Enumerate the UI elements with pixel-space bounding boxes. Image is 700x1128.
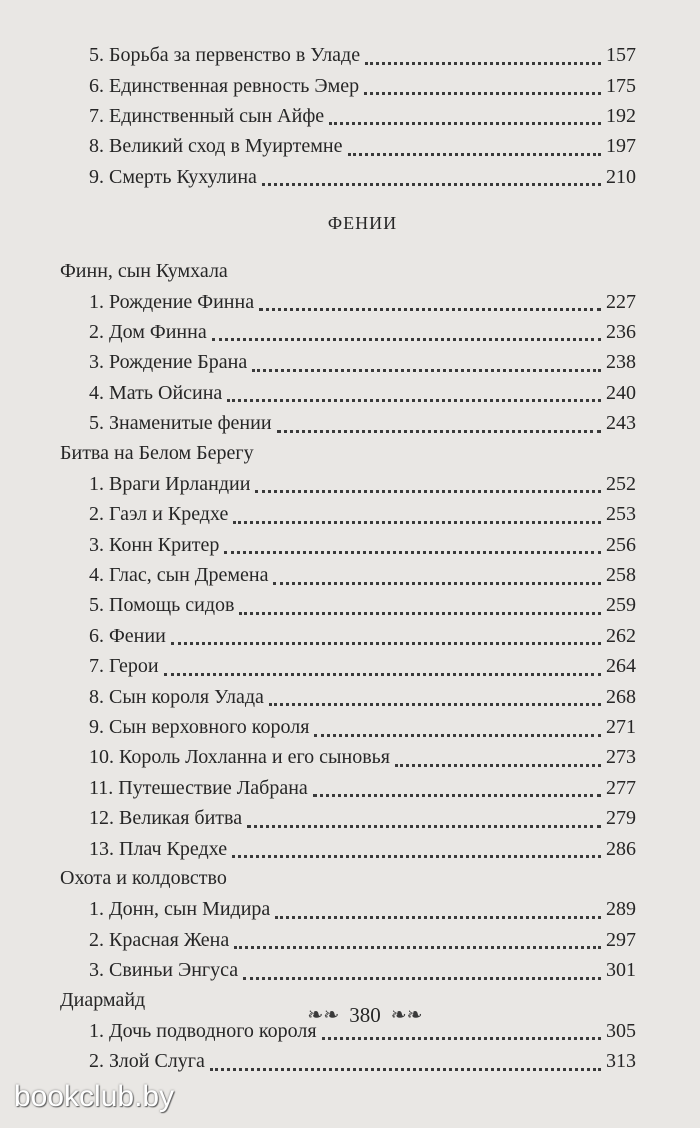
- toc-entry-title: 7. Герои: [89, 655, 159, 678]
- dot-leader: [395, 744, 601, 767]
- toc-entry: [60, 131, 636, 161]
- dot-leader: [233, 501, 601, 524]
- toc-entry-page: 286: [606, 837, 636, 860]
- toc-entry-title: 6. Фении: [89, 624, 166, 647]
- toc-entry-page: 262: [606, 624, 636, 647]
- toc-entry-title: 1. Дочь подводного короля: [89, 1019, 317, 1042]
- toc-entry-page: 243: [606, 412, 636, 435]
- dot-leader: [364, 72, 601, 95]
- dot-leader: [314, 714, 601, 737]
- group-title: Финн, сын Кумхала: [60, 259, 228, 282]
- dot-leader: [365, 42, 601, 65]
- toc-entry-page: 252: [606, 472, 636, 495]
- group-title: Охота и колдовство: [60, 867, 227, 890]
- toc-entry-page: 289: [606, 898, 636, 921]
- dot-leader: [269, 683, 601, 706]
- toc-entry: [60, 70, 636, 100]
- toc-entry-title: 5. Знаменитые фении: [89, 412, 272, 435]
- toc-entry: [60, 529, 636, 559]
- dot-leader: [255, 470, 601, 493]
- dot-leader: [243, 957, 601, 980]
- page-folio: [290, 1000, 440, 1030]
- toc-entry-title: 1. Донн, сын Мидира: [89, 898, 271, 921]
- page-number: 380: [349, 1002, 381, 1027]
- toc-entry: [60, 651, 636, 681]
- toc-entry-title: 3. Свиньи Энгуса: [89, 959, 239, 982]
- toc-entry-title: 1. Рождение Финна: [89, 290, 255, 313]
- toc-entry-page: 256: [606, 533, 636, 556]
- toc-entry-page: 277: [606, 776, 636, 799]
- toc-entry-page: 313: [606, 1050, 636, 1073]
- toc-entry: [60, 833, 636, 863]
- toc-entry: [60, 894, 636, 924]
- group-title: Битва на Белом Берегу: [60, 441, 254, 464]
- dot-leader: [234, 926, 601, 949]
- dot-leader: [252, 349, 601, 372]
- toc-entry-page: 236: [606, 320, 636, 343]
- toc-entry-title: 13. Плач Кредхе: [89, 837, 228, 860]
- toc-entry-page: 259: [606, 594, 636, 617]
- toc-entry-page: 297: [606, 928, 636, 951]
- toc-entry-title: 8. Великий сход в Муиртемне: [89, 135, 343, 158]
- toc-entry-title: 6. Единственная ревность Эмер: [89, 74, 360, 97]
- toc-entry: [60, 469, 636, 499]
- toc-entry: [60, 1046, 636, 1076]
- toc-entry-page: 271: [606, 716, 636, 738]
- toc-entry-page: 210: [606, 165, 636, 188]
- toc-entry-page: 253: [606, 503, 636, 526]
- toc-entry-title: 2. Красная Жена: [89, 928, 230, 951]
- toc-entry-title: 3. Конн Критер: [89, 533, 220, 556]
- dot-leader: [164, 653, 601, 676]
- toc-entry: [60, 773, 636, 803]
- dot-leader: [247, 805, 601, 828]
- group-title: Диармайд: [60, 989, 146, 1012]
- toc-entry-page: 264: [606, 655, 636, 678]
- toc-entry: [60, 378, 636, 408]
- toc-entry-page: 240: [606, 381, 636, 404]
- toc-entry: [60, 712, 636, 742]
- toc-entry-title: 2. Злой Слуга: [89, 1050, 205, 1073]
- toc-entry-title: 4. Мать Ойсина: [89, 381, 223, 404]
- toc-entry-page: 258: [606, 564, 636, 587]
- watermark: bookclub.by: [14, 1080, 175, 1113]
- toc-entry-title: 5. Помощь сидов: [89, 594, 235, 617]
- dot-leader: [329, 102, 601, 125]
- toc-entry: [60, 408, 636, 438]
- ornament-right-icon: ❧❧: [390, 1004, 423, 1026]
- toc-entry: [60, 499, 636, 529]
- toc-entry-title: 5. Борьба за первенство в Уладе: [89, 44, 361, 67]
- toc-entry-page: 192: [606, 104, 636, 127]
- toc-entry: [60, 621, 636, 651]
- toc-entry: [60, 101, 636, 131]
- toc-entry-page: 157: [606, 44, 636, 67]
- toc-entry-page: 227: [606, 290, 636, 313]
- toc-entry-title: 8. Сын короля Улада: [89, 685, 264, 708]
- toc-entry: [60, 742, 636, 772]
- toc-entry-page: 238: [606, 351, 636, 374]
- toc-entry-title: 11. Путешествие Лабрана: [89, 776, 308, 799]
- dot-leader: [171, 622, 601, 645]
- toc-entry-page: 301: [606, 959, 636, 982]
- toc-entry-title: 12. Великая битва: [89, 807, 243, 830]
- toc-entry: [60, 162, 636, 192]
- dot-leader: [232, 835, 601, 858]
- dot-leader: [239, 592, 601, 615]
- table-of-contents: [60, 40, 636, 1077]
- toc-entry-page: 268: [606, 685, 636, 708]
- section-heading: ФЕНИИ: [327, 213, 398, 234]
- toc-entry: [60, 560, 636, 590]
- toc-entry: [60, 955, 636, 985]
- toc-entry-page: 279: [606, 807, 636, 830]
- toc-entry: [60, 286, 636, 316]
- dot-leader: [210, 1048, 601, 1071]
- toc-entry-title: 7. Единственный сын Айфе: [89, 104, 325, 127]
- toc-entry: [60, 590, 636, 620]
- toc-entry-page: 197: [606, 135, 636, 158]
- dot-leader: [273, 562, 601, 585]
- toc-entry-page: 305: [606, 1019, 636, 1042]
- toc-entry-title: 1. Враги Ирландии: [89, 472, 251, 495]
- toc-entry-page: 175: [606, 74, 636, 97]
- toc-entry: [60, 925, 636, 955]
- toc-entry: [60, 681, 636, 711]
- toc-entry-title: 3. Рождение Брана: [89, 351, 248, 374]
- toc-entry-title: 9. Смерть Кухулина: [89, 165, 257, 188]
- dot-leader: [259, 288, 601, 311]
- toc-entry: [60, 317, 636, 347]
- dot-leader: [275, 896, 601, 919]
- toc-entry-title: 2. Дом Финна: [89, 320, 207, 343]
- dot-leader: [277, 410, 601, 433]
- toc-entry-title: 10. Король Лохланна и его сыновья: [89, 746, 390, 769]
- dot-leader: [227, 379, 601, 402]
- toc-entry: [60, 40, 636, 70]
- toc-entry: [60, 347, 636, 377]
- ornament-left-icon: ❧❧: [307, 1004, 340, 1026]
- toc-entry-page: 273: [606, 746, 636, 769]
- toc-entry-title: 9. Сын верховного короля: [89, 716, 310, 738]
- dot-leader: [348, 133, 602, 156]
- dot-leader: [313, 774, 601, 797]
- toc-entry: [60, 803, 636, 833]
- dot-leader: [224, 531, 601, 554]
- dot-leader: [262, 163, 601, 186]
- toc-entry-title: 2. Гаэл и Кредхе: [89, 503, 229, 526]
- toc-entry-title: 4. Глас, сын Дремена: [89, 564, 269, 587]
- dot-leader: [212, 318, 601, 341]
